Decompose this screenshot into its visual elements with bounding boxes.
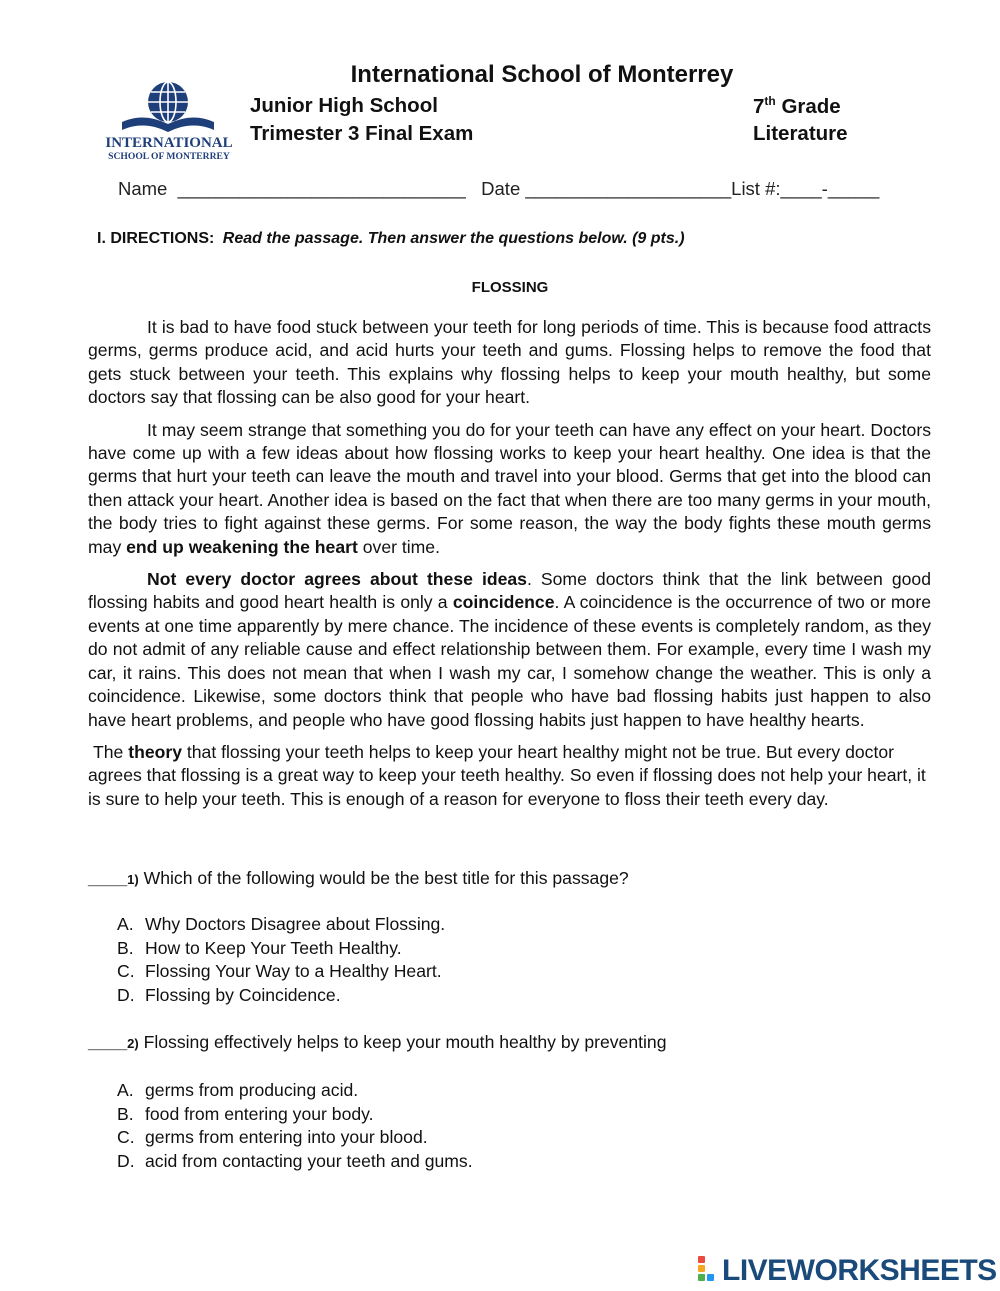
option-text: How to Keep Your Teeth Healthy.: [145, 937, 402, 958]
option-letter: C.: [117, 1127, 135, 1147]
option-2a: [117, 1079, 473, 1103]
school-title: International School of Monterrey: [350, 61, 734, 88]
option-text: Flossing by Coincidence.: [145, 984, 341, 1005]
option-letter: D.: [117, 1150, 135, 1171]
option-letter: D.: [117, 984, 135, 1005]
p3-bold-1: Not every doctor agrees about these ideas: [147, 569, 527, 590]
date-field[interactable]: ____________________: [525, 178, 732, 199]
passage-paragraph-2: [88, 419, 931, 559]
student-info-row: [118, 178, 879, 200]
option-text: germs from producing acid.: [145, 1080, 359, 1100]
logo-text-line1: INTERNATIONAL: [105, 135, 233, 151]
list-field[interactable]: ____-_____: [780, 178, 880, 199]
directions-text: Read the passage. Then answer the questions below. (9 pts.): [222, 230, 685, 247]
date-label: Date: [481, 178, 521, 199]
option-text: germs from entering into your blood.: [145, 1127, 428, 1147]
option-letter: A.: [117, 914, 134, 934]
grade-label: [753, 94, 841, 119]
subject-label: Literature: [753, 122, 848, 145]
p4-bold: theory: [128, 741, 182, 762]
passage: [88, 316, 931, 811]
p3-bold-2: coincidence: [452, 592, 555, 613]
option-text: acid from contacting your teeth and gums.: [145, 1150, 473, 1171]
option-letter: C.: [117, 961, 135, 981]
p3-text-b: . A coincidence is the occurrence of two or more events at one time apparently by mere chance. The incidence of these events is completely random, as they do not admit of any reliable cause and effect relationship between them. For example, every time I wash my car, it rains. This does not mean that when I wash my car, I somehow change the weather. This is only a coincidence. Likewise, some doctors think that people who have bad flossing habits just happen to also have heart problems, and people who have good flossing habits just happen to have healthy hearts.: [88, 592, 931, 730]
passage-paragraph-1: It is bad to have food stuck between your teeth for long periods of time. This is because food attracts germs, germs produce acid, and acid hurts your teeth and gums. Flossing helps to remove the food that gets stuck between your teeth. This explains why flossing helps to keep your mouth healthy, but some doctors say that flossing can be also good for your heart.: [88, 317, 931, 408]
liveworksheets-watermark[interactable]: LIVEWORKSHEETS: [722, 1254, 997, 1287]
answer-blank-1[interactable]: ____: [88, 868, 128, 888]
passage-title: FLOSSING: [471, 279, 549, 296]
option-letter: A.: [117, 1080, 134, 1100]
option-letter: B.: [117, 937, 134, 958]
logo-text-line2: SCHOOL OF MONTERREY: [108, 151, 230, 162]
option-1a: [117, 913, 445, 937]
option-text: Why Doctors Disagree about Flossing.: [145, 914, 446, 934]
name-field[interactable]: ____________________________: [177, 178, 466, 199]
option-text: Flossing Your Way to a Healthy Heart.: [145, 961, 442, 981]
question-1-options: [117, 913, 445, 1007]
answer-blank-2[interactable]: ____: [88, 1032, 128, 1052]
grade-word: Grade: [781, 94, 841, 118]
passage-paragraph-3: [88, 568, 931, 732]
option-2d: [117, 1150, 473, 1174]
exam-title: Trimester 3 Final Exam: [250, 122, 474, 145]
question-2-options: [117, 1079, 473, 1173]
school-level: Junior High School: [250, 94, 438, 117]
option-2c: [117, 1126, 473, 1150]
p4-text-a: The: [93, 741, 129, 762]
school-logo: [104, 80, 234, 162]
option-letter: B.: [117, 1103, 134, 1124]
question-number: 1): [127, 872, 139, 887]
question-2: [88, 1032, 667, 1053]
question-1: [88, 868, 629, 889]
liveworksheets-logo-icon: [697, 1255, 721, 1285]
option-1d: [117, 984, 445, 1008]
p2-text-b: over time.: [357, 536, 440, 557]
question-number: 2): [127, 1036, 139, 1051]
option-1c: [117, 960, 445, 984]
p4-text-b: that flossing your teeth helps to keep your heart healthy might not be true. But every doctor agrees that flossing is a great way to keep your teeth healthy. So even if flossing does not help your heart, it is sure to help your teeth. This is enough of a reason for everyone to floss their teeth every day.: [88, 741, 926, 809]
option-1b: [117, 937, 445, 961]
grade-ordinal: th: [764, 94, 776, 108]
question-text: Flossing effectively helps to keep your mouth healthy by preventing: [143, 1032, 667, 1052]
p3-text-a: . Some doctors think that the link between good flossing habits and good heart health is only a: [88, 569, 931, 613]
directions: [97, 230, 685, 248]
globe-book-icon: [104, 80, 234, 162]
option-2b: [117, 1103, 473, 1127]
grade-number: 7: [753, 94, 765, 118]
directions-label: I. DIRECTIONS:: [97, 230, 215, 247]
p2-bold: end up weakening the heart: [126, 536, 358, 557]
passage-paragraph-4: [88, 741, 931, 811]
question-text: Which of the following would be the best title for this passage?: [143, 868, 629, 888]
p2-text-a: It may seem strange that something you do for your teeth can have any effect on your heart. Doctors have come up with a few ideas about how flossing works to keep your heart healthy. One idea is that the germs that hurt your teeth can leave the mouth and travel into your blood. Germs that get into the blood can then attack your heart. Another idea is based on the fact that when there are too many germs in your mouth, the body tries to fight against these germs. For some reason, the way the body fights these mouth germs may: [88, 419, 931, 557]
name-label: Name: [118, 178, 168, 199]
list-label: List #:: [731, 178, 781, 199]
option-text: food from entering your body.: [145, 1103, 374, 1124]
